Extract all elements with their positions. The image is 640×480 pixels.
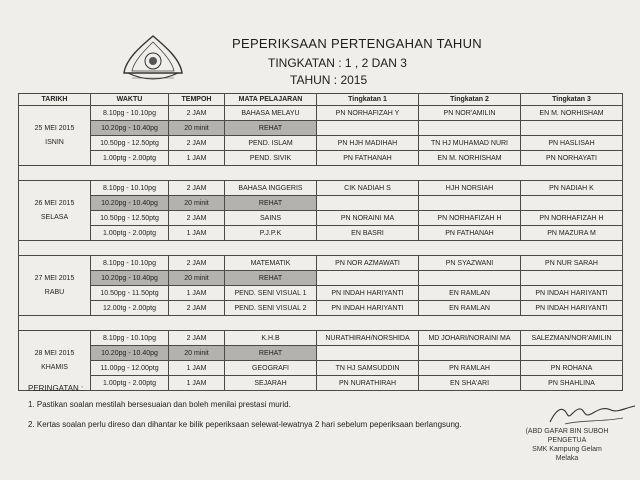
note-item: 2. Kertas soalan perlu direso dan dihantar ke bilik peperiksaan selewat-lewatnya 2 hari sebelum peperiksaan berlangsung.	[28, 420, 462, 429]
signer-name: (ABD GAFAR BIN SUBOH	[525, 428, 609, 435]
invigilator-t3-cell	[521, 196, 623, 211]
subject-cell: PEND. ISLAM	[225, 136, 317, 151]
invigilator-t1-cell: NURATHIRAH/NORSHIDA	[317, 331, 419, 346]
note-item: 1. Pastikan soalan mestilah bersesuaian dan boleh menilai prestasi murid.	[28, 400, 291, 409]
table-row	[19, 121, 623, 136]
time-cell: 1.00ptg - 2.00ptg	[91, 226, 169, 241]
tahun-line: TAHUN : 2015	[290, 73, 368, 87]
duration-cell: 2 JAM	[169, 106, 225, 121]
invigilator-t1-cell: PN NORHAFIZAH Y	[317, 106, 419, 121]
duration-cell: 1 JAM	[169, 376, 225, 391]
table-row	[19, 196, 623, 211]
invigilator-t2-cell: PN FATHANAH	[419, 226, 521, 241]
signer-school: SMK Kampung Gelam	[532, 446, 602, 453]
day-separator	[19, 241, 623, 256]
separator-cell	[19, 316, 623, 331]
exam-day: SELASA	[40, 213, 69, 221]
invigilator-t2-cell	[419, 121, 521, 136]
invigilator-t3-cell: SALEZMAN/NOR'AMILIN	[521, 331, 623, 346]
duration-cell: 2 JAM	[169, 256, 225, 271]
header-cell: Tingkatan 2	[419, 94, 521, 106]
invigilator-t1-cell: PN NOR AZMAWATI	[317, 256, 419, 271]
exam-day: KHAMIS	[41, 363, 68, 371]
invigilator-t3-cell: PN ROHANA	[521, 361, 623, 376]
invigilator-t2-cell: PN NORHAFIZAH H	[419, 211, 521, 226]
subject-cell: BAHASA MELAYU	[225, 106, 317, 121]
time-cell: 1.00ptg - 2.00ptg	[91, 151, 169, 166]
time-cell: 10.20pg - 10.40pg	[91, 196, 169, 211]
exam-date: 25 MEI 2015	[34, 124, 75, 132]
subject-cell: P.J.P.K	[225, 226, 317, 241]
table-row	[19, 136, 623, 151]
subject-cell: MATEMATIK	[225, 256, 317, 271]
time-cell: 1.00ptg - 2.00ptg	[91, 376, 169, 391]
table-row	[19, 361, 623, 376]
table-header-row	[19, 94, 623, 106]
subject-cell: REHAT	[225, 121, 317, 136]
invigilator-t1-cell: TN HJ SAMSUDDIN	[317, 361, 419, 376]
exam-day: RABU	[44, 288, 65, 296]
time-cell: 12.00tg - 2.00ptg	[91, 301, 169, 316]
invigilator-t3-cell: EN M. NORHISHAM	[521, 106, 623, 121]
time-cell: 8.10pg - 10.10pg	[91, 106, 169, 121]
subject-cell: REHAT	[225, 271, 317, 286]
subject-cell: BAHASA INGGERIS	[225, 181, 317, 196]
invigilator-t3-cell	[521, 121, 623, 136]
duration-cell: 2 JAM	[169, 136, 225, 151]
time-cell: 8.10pg - 10.10pg	[91, 256, 169, 271]
subject-cell: PEND. SENI VISUAL 2	[225, 301, 317, 316]
header-cell: TEMPOH	[169, 94, 225, 106]
invigilator-t3-cell: PN NORHAFIZAH H	[521, 211, 623, 226]
table-row	[19, 226, 623, 241]
invigilator-t1-cell: PN NURATHIRAH	[317, 376, 419, 391]
invigilator-t3-cell: PN MAZURA M	[521, 226, 623, 241]
signer-position: PENGETUA	[547, 437, 587, 444]
invigilator-t2-cell: MD JOHARI/NORAINI MA	[419, 331, 521, 346]
invigilator-t1-cell	[317, 196, 419, 211]
table-row	[19, 106, 623, 121]
table-row	[19, 271, 623, 286]
invigilator-t2-cell: EN SHA'ARI	[419, 376, 521, 391]
table-row	[19, 346, 623, 361]
date-cell	[19, 256, 91, 316]
duration-cell: 2 JAM	[169, 331, 225, 346]
time-cell: 8.10pg - 10.10pg	[91, 331, 169, 346]
invigilator-t3-cell: PN SHAHLINA	[521, 376, 623, 391]
subject-cell: PEND. SENI VISUAL 1	[225, 286, 317, 301]
invigilator-t1-cell: PN FATHANAH	[317, 151, 419, 166]
invigilator-t1-cell: PN INDAH HARIYANTI	[317, 286, 419, 301]
duration-cell: 1 JAM	[169, 151, 225, 166]
table-row	[19, 211, 623, 226]
duration-cell: 1 JAM	[169, 286, 225, 301]
header-cell: TARIKH	[19, 94, 91, 106]
invigilator-t3-cell	[521, 271, 623, 286]
exam-date: 27 MEI 2015	[34, 274, 75, 282]
header-cell: MATA PELAJARAN	[225, 94, 317, 106]
day-separator	[19, 316, 623, 331]
header-cell: Tingkatan 1	[317, 94, 419, 106]
invigilator-t1-cell: EN BASRI	[317, 226, 419, 241]
duration-cell: 20 minit	[169, 196, 225, 211]
invigilator-t1-cell: PN INDAH HARIYANTI	[317, 301, 419, 316]
subject-cell: REHAT	[225, 196, 317, 211]
subject-cell: K.H.B	[225, 331, 317, 346]
table-row	[19, 301, 623, 316]
invigilator-t3-cell: PN INDAH HARIYANTI	[521, 301, 623, 316]
header-cell: WAKTU	[91, 94, 169, 106]
notes-heading: PERINGATAN :	[28, 384, 84, 393]
subject-cell: REHAT	[225, 346, 317, 361]
tingkatan-line: TINGKATAN : 1 , 2 DAN 3	[268, 56, 407, 70]
subject-cell: PEND. SIVIK	[225, 151, 317, 166]
invigilator-t2-cell: TN HJ MUHAMAD NURI	[419, 136, 521, 151]
exam-date: 26 MEI 2015	[34, 199, 75, 207]
separator-cell	[19, 166, 623, 181]
table-row	[19, 256, 623, 271]
invigilator-t2-cell: PN RAMLAH	[419, 361, 521, 376]
duration-cell: 1 JAM	[169, 361, 225, 376]
exam-schedule-table	[18, 93, 623, 391]
invigilator-t3-cell: PN NUR SARAH	[521, 256, 623, 271]
invigilator-t3-cell: PN NORHAYATI	[521, 151, 623, 166]
invigilator-t3-cell: PN HASLISAH	[521, 136, 623, 151]
time-cell: 10.20pg - 10.40pg	[91, 121, 169, 136]
notes-section	[28, 383, 508, 439]
time-cell: 8.10pg - 10.10pg	[91, 181, 169, 196]
invigilator-t1-cell: PN NORAINI MA	[317, 211, 419, 226]
date-cell	[19, 331, 91, 391]
duration-cell: 20 minit	[169, 271, 225, 286]
subject-cell: GEOGRAFI	[225, 361, 317, 376]
signer-state: Melaka	[555, 455, 579, 462]
invigilator-t2-cell: EN RAMLAN	[419, 301, 521, 316]
invigilator-t2-cell: EN RAMLAN	[419, 286, 521, 301]
invigilator-t3-cell	[521, 346, 623, 361]
invigilator-t2-cell	[419, 196, 521, 211]
duration-cell: 20 minit	[169, 121, 225, 136]
time-cell: 10.50pg - 12.50ptg	[91, 211, 169, 226]
invigilator-t2-cell	[419, 346, 521, 361]
subject-cell: SAINS	[225, 211, 317, 226]
duration-cell: 2 JAM	[169, 301, 225, 316]
table-row	[19, 181, 623, 196]
invigilator-t2-cell: HJH NORSIAH	[419, 181, 521, 196]
date-cell	[19, 181, 91, 241]
header-cell: Tingkatan 3	[521, 94, 623, 106]
time-cell: 11.00pg - 12.00ptg	[91, 361, 169, 376]
date-cell	[19, 106, 91, 166]
time-cell: 10.50pg - 11.50ptg	[91, 286, 169, 301]
invigilator-t2-cell: PN NOR'AMILIN	[419, 106, 521, 121]
signer-block	[512, 427, 622, 463]
table-row	[19, 151, 623, 166]
invigilator-t1-cell	[317, 346, 419, 361]
separator-cell	[19, 241, 623, 256]
invigilator-t1-cell	[317, 271, 419, 286]
invigilator-t1-cell: PN HJH MADIHAH	[317, 136, 419, 151]
invigilator-t3-cell: PN NADIAH K	[521, 181, 623, 196]
duration-cell: 2 JAM	[169, 181, 225, 196]
day-separator	[19, 166, 623, 181]
invigilator-t2-cell: EN M. NORHISHAM	[419, 151, 521, 166]
time-cell: 10.50pg - 12.50ptg	[91, 136, 169, 151]
subject-cell: SEJARAH	[225, 376, 317, 391]
school-crest-logo	[118, 33, 188, 88]
time-cell: 10.20pg - 10.40pg	[91, 346, 169, 361]
exam-day: ISNIN	[45, 138, 64, 146]
invigilator-t2-cell: PN SYAZWANI	[419, 256, 521, 271]
invigilator-t2-cell	[419, 271, 521, 286]
duration-cell: 1 JAM	[169, 226, 225, 241]
invigilator-t3-cell: PN INDAH HARIYANTI	[521, 286, 623, 301]
handwritten-signature	[545, 400, 640, 430]
duration-cell: 20 minit	[169, 346, 225, 361]
table-row	[19, 286, 623, 301]
invigilator-t1-cell	[317, 121, 419, 136]
duration-cell: 2 JAM	[169, 211, 225, 226]
exam-date: 28 MEI 2015	[34, 349, 75, 357]
page-title: PEPERIKSAAN PERTENGAHAN TAHUN	[232, 36, 482, 51]
table-row	[19, 331, 623, 346]
time-cell: 10.20pg - 10.40pg	[91, 271, 169, 286]
invigilator-t1-cell: CIK NADIAH S	[317, 181, 419, 196]
